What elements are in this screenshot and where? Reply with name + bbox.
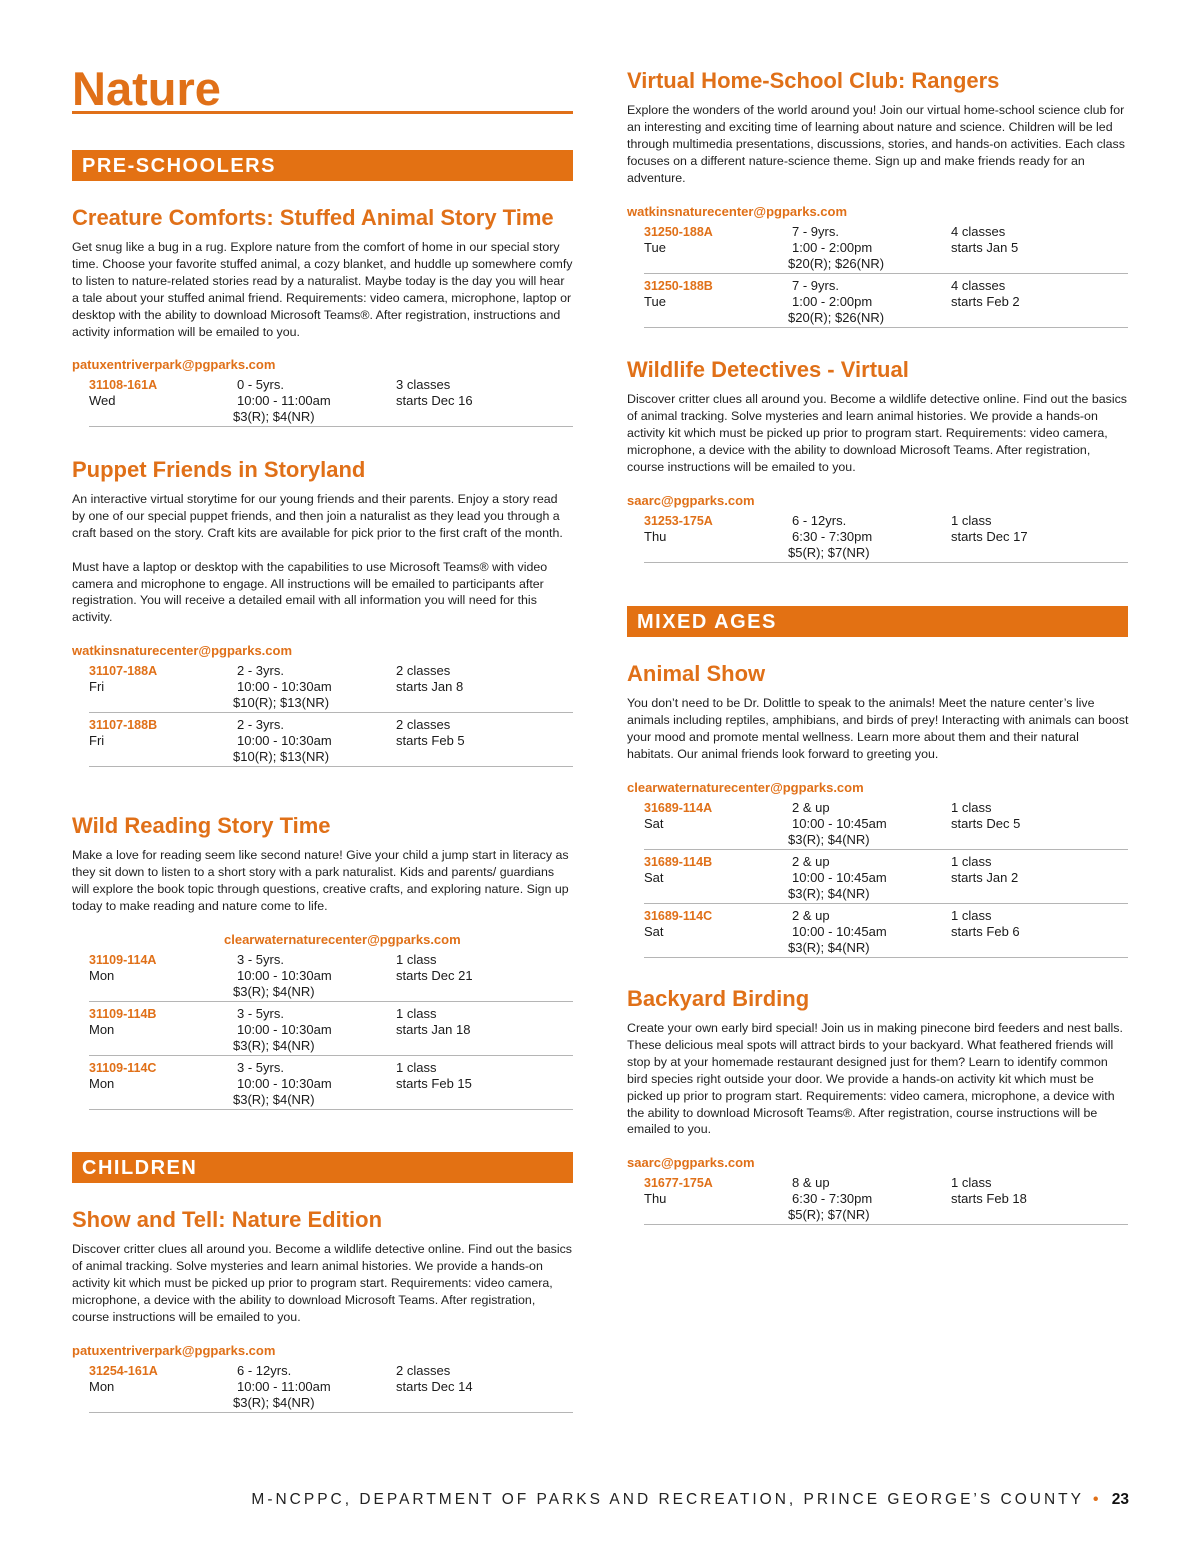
session-row xyxy=(89,376,573,427)
contact-email[interactable]: watkinsnaturecenter@pgparks.com xyxy=(72,643,293,659)
session-row xyxy=(89,1059,573,1110)
start-date: starts Dec 21 xyxy=(396,967,473,983)
session-list xyxy=(644,1174,1128,1225)
session-list xyxy=(89,1362,573,1413)
session-day: Sat xyxy=(644,869,664,885)
section-banner-mixed-ages: MIXED AGES xyxy=(627,606,1128,637)
contact-email[interactable]: watkinsnaturecenter@pgparks.com xyxy=(627,203,848,219)
program-description: You don’t need to be Dr. Dolittle to speak to the animals! Meet the nature center’s live animals including reptiles, amphibians, and birds of prey! Interacting with animals can boost your mood and promote mental wellness. Learn more about them and their natural habitats. Our animal friends look forward to greeting you. xyxy=(627,696,1129,761)
session-fee: $3(R); $4(NR) xyxy=(233,1091,315,1107)
activity-code: 31253-175A xyxy=(644,513,713,528)
program-description: An interactive virtual storytime for our young friends and their parents. Enjoy a story read by one of our special puppet friends, and then join a naturalist as they lead you through a craft based on the story. Craft kits are available for pick prior to the first craft of the month. xyxy=(72,492,563,540)
session-time: 10:00 - 10:45am xyxy=(792,815,887,831)
program-title: Creature Comforts: Stuffed Animal Story Time xyxy=(72,205,554,230)
activity-code: 31108-161A xyxy=(89,378,158,393)
class-count: 1 class xyxy=(396,1005,437,1021)
class-count: 1 class xyxy=(396,1059,437,1075)
age-range: 2 & up xyxy=(792,853,830,869)
session-time: 6:30 - 7:30pm xyxy=(792,528,873,544)
activity-code: 31109-114C xyxy=(89,1060,157,1075)
program-title: Virtual Home-School Club: Rangers xyxy=(627,68,1000,93)
session-time: 10:00 - 11:00am xyxy=(237,393,331,409)
program-description: Discover critter clues all around you. Become a wildlife detective online. Find out the basics of animal tracking. Solve mysteries and learn animal histories. We provide a hands-on activity kit which must be picked up prior to program start. Requirements: video camera, microphone, a device with the ability to download Microsoft Teams. After registration, course instructions will be emailed to you. xyxy=(627,392,1127,474)
session-list xyxy=(644,799,1128,958)
session-row xyxy=(644,907,1128,958)
section-banner-children: CHILDREN xyxy=(72,1152,573,1183)
contact-email[interactable]: patuxentriverpark@pgparks.com xyxy=(72,357,276,373)
session-day: Sat xyxy=(644,815,664,831)
session-row xyxy=(89,951,573,1002)
page-number: 23 xyxy=(1111,1491,1129,1508)
activity-code: 31254-161A xyxy=(89,1363,158,1378)
start-date: starts Dec 14 xyxy=(396,1378,473,1394)
start-date: starts Dec 17 xyxy=(951,528,1028,544)
class-count: 2 classes xyxy=(396,717,451,733)
footer-bullet: • xyxy=(1093,1491,1099,1508)
program-title: Wildlife Detectives - Virtual xyxy=(627,357,909,382)
session-row xyxy=(644,799,1128,850)
session-list xyxy=(89,662,573,767)
activity-code: 31107-188B xyxy=(89,718,158,733)
session-row xyxy=(644,1174,1128,1225)
session-day: Fri xyxy=(89,733,105,749)
session-day: Tue xyxy=(644,239,666,255)
session-fee: $3(R); $4(NR) xyxy=(233,409,315,425)
program-title: Backyard Birding xyxy=(627,986,810,1011)
age-range: 2 & up xyxy=(792,907,830,923)
start-date: starts Feb 5 xyxy=(396,733,465,749)
start-date: starts Jan 8 xyxy=(396,679,464,695)
class-count: 1 class xyxy=(951,799,992,815)
section-banner-preschoolers: PRE-SCHOOLERS xyxy=(72,150,573,181)
session-day: Mon xyxy=(89,967,115,983)
session-list xyxy=(644,512,1128,563)
program-description: Must have a laptop or desktop with the capabilities to use Microsoft Teams® with video camera and microphone to engage. All instructions will be emailed to participants after registration. You will receive a detailed email with all information you will need for this activity. xyxy=(72,559,548,625)
class-count: 4 classes xyxy=(951,277,1006,293)
session-row xyxy=(644,277,1128,328)
session-fee: $5(R); $7(NR) xyxy=(788,1207,870,1223)
session-day: Wed xyxy=(89,393,116,409)
age-range: 6 - 12yrs. xyxy=(792,512,847,528)
session-fee: $3(R); $4(NR) xyxy=(788,885,870,901)
contact-email[interactable]: saarc@pgparks.com xyxy=(627,1155,755,1171)
activity-code: 31107-188A xyxy=(89,664,158,679)
class-count: 1 class xyxy=(396,951,437,967)
session-fee: $5(R); $7(NR) xyxy=(788,544,870,560)
contact-email[interactable]: clearwaternaturecenter@pgparks.com xyxy=(224,931,461,947)
session-time: 10:00 - 10:45am xyxy=(792,923,887,939)
start-date: starts Jan 18 xyxy=(396,1021,471,1037)
session-fee: $20(R); $26(NR) xyxy=(788,255,885,271)
session-row xyxy=(89,662,573,713)
footer-org: M-NCPPC, DEPARTMENT OF PARKS AND RECREATION, PRINCE GEORGE’S COUNTY xyxy=(251,1491,1084,1508)
session-time: 1:00 - 2:00pm xyxy=(792,293,873,309)
session-time: 10:00 - 10:45am xyxy=(792,869,887,885)
program-animal-show xyxy=(627,660,1129,961)
class-count: 1 class xyxy=(951,853,992,869)
start-date: starts Jan 5 xyxy=(951,239,1019,255)
activity-code: 31677-175A xyxy=(644,1176,713,1191)
program-title: Puppet Friends in Storyland xyxy=(72,457,366,482)
age-range: 8 & up xyxy=(792,1175,830,1191)
program-description: Create your own early bird special! Join us in making pinecone bird feeders and nest balls. These delicious meal spots will attract birds to your backyard. What feathered friends will stop by at your homemade restaurant designed just for them? Learn to identify common bird species right outside your door. We provide a hands-on activity kit which must be picked up prior to program start. Requirements: video camera, microphone, a device with the ability to download Microsoft Teams®. After registration, course instructions will be emailed to you. xyxy=(627,1021,1123,1137)
session-time: 1:00 - 2:00pm xyxy=(792,239,873,255)
class-count: 2 classes xyxy=(396,1362,451,1378)
session-day: Mon xyxy=(89,1021,115,1037)
contact-email[interactable]: patuxentriverpark@pgparks.com xyxy=(72,1342,276,1358)
program-wildlife-detectives xyxy=(627,356,1129,566)
session-fee: $10(R); $13(NR) xyxy=(233,695,330,711)
activity-code: 31250-188B xyxy=(644,278,713,293)
session-fee: $3(R); $4(NR) xyxy=(233,1037,315,1053)
class-count: 2 classes xyxy=(396,663,451,679)
program-title: Show and Tell: Nature Edition xyxy=(72,1207,383,1232)
session-list xyxy=(89,951,573,1110)
start-date: starts Feb 18 xyxy=(951,1191,1027,1207)
program-creature-comforts xyxy=(72,204,574,430)
session-day: Mon xyxy=(89,1075,115,1091)
age-range: 7 - 9yrs. xyxy=(792,277,839,293)
program-description: Explore the wonders of the world around you! Join our virtual home-school science club for an interesting and exciting time of learning about nature and science. Children will be led through multimedia presentations, discussions, stories, and hands-on activities. Each class focuses on a different nature-science theme. Sign up and make friends ready for an adventure. xyxy=(627,103,1125,185)
class-count: 4 classes xyxy=(951,223,1006,239)
activity-code: 31250-188A xyxy=(644,224,713,239)
program-backyard-birding xyxy=(627,985,1129,1228)
program-description: Get snug like a bug in a rug. Explore nature from the comfort of home in our special story time. Choose your favorite stuffed animal, a cozy blanket, and huddle up somewhere comfy to listen to nature-related stories read by a naturalist. Maybe today is the day you will hear a tale about your stuffed animal friend. Requirements: video camera, microphone, laptop or desktop with the ability to download Microsoft Teams®. After registration, instructions and activity information will be emailed to you. xyxy=(72,240,573,339)
session-fee: $20(R); $26(NR) xyxy=(788,309,885,325)
contact-email[interactable]: saarc@pgparks.com xyxy=(627,492,755,508)
session-time: 10:00 - 10:30am xyxy=(237,967,332,983)
session-time: 10:00 - 10:30am xyxy=(237,679,332,695)
page-title: Nature xyxy=(72,62,573,114)
contact-email[interactable]: clearwaternaturecenter@pgparks.com xyxy=(627,779,864,795)
age-range: 2 - 3yrs. xyxy=(237,663,284,679)
age-range: 3 - 5yrs. xyxy=(237,951,284,967)
start-date: starts Feb 15 xyxy=(396,1075,472,1091)
session-fee: $10(R); $13(NR) xyxy=(233,749,330,765)
session-time: 10:00 - 10:30am xyxy=(237,1021,332,1037)
session-day: Thu xyxy=(644,1191,667,1207)
session-row xyxy=(644,223,1128,274)
program-puppet-friends xyxy=(72,456,574,770)
activity-code: 31689-114C xyxy=(644,908,713,923)
program-home-school-club xyxy=(627,67,1129,331)
activity-code: 31109-114B xyxy=(89,1006,157,1021)
start-date: starts Feb 6 xyxy=(951,923,1020,939)
age-range: 3 - 5yrs. xyxy=(237,1059,284,1075)
session-row xyxy=(644,853,1128,904)
session-row xyxy=(89,716,573,767)
start-date: starts Feb 2 xyxy=(951,293,1020,309)
start-date: starts Dec 5 xyxy=(951,815,1021,831)
program-wild-reading xyxy=(72,812,574,1113)
activity-code: 31689-114B xyxy=(644,854,713,869)
class-count: 3 classes xyxy=(396,377,451,393)
session-day: Thu xyxy=(644,528,667,544)
class-count: 1 class xyxy=(951,512,992,528)
session-row xyxy=(644,512,1128,563)
session-fee: $3(R); $4(NR) xyxy=(788,831,870,847)
session-day: Tue xyxy=(644,293,666,309)
session-list xyxy=(89,376,573,427)
session-day: Fri xyxy=(89,679,105,695)
program-description: Make a love for reading seem like second nature! Give your child a jump start in literacy as they sit down to listen to a short story with a park naturalist. Kids and parents/ guardians will explore the book topic through questions, creative crafts, and exploring nature. Sign up today to make reading and nature come to life. xyxy=(72,848,569,913)
class-count: 1 class xyxy=(951,907,992,923)
class-count: 1 class xyxy=(951,1175,992,1191)
session-day: Sat xyxy=(644,923,664,939)
session-fee: $3(R); $4(NR) xyxy=(788,939,870,955)
age-range: 3 - 5yrs. xyxy=(237,1005,284,1021)
age-range: 2 & up xyxy=(792,799,830,815)
age-range: 7 - 9yrs. xyxy=(792,223,839,239)
session-fee: $3(R); $4(NR) xyxy=(233,983,315,999)
age-range: 6 - 12yrs. xyxy=(237,1362,292,1378)
program-title: Wild Reading Story Time xyxy=(72,813,331,838)
session-time: 10:00 - 10:30am xyxy=(237,733,332,749)
session-time: 10:00 - 10:30am xyxy=(237,1075,332,1091)
program-show-and-tell xyxy=(72,1206,574,1416)
program-description: Discover critter clues all around you. Become a wildlife detective online. Find out the basics of animal tracking. Solve mysteries and learn animal histories. We provide a hands-on activity kit which must be picked up prior to program start. Requirements: video camera, microphone, a device with the ability to download Microsoft Teams. After registration, course instructions will be emailed to you. xyxy=(72,1242,572,1324)
page-footer xyxy=(251,1491,1129,1509)
session-time: 10:00 - 11:00am xyxy=(237,1378,331,1394)
session-list xyxy=(644,223,1128,328)
activity-code: 31109-114A xyxy=(89,952,157,967)
activity-code: 31689-114A xyxy=(644,800,713,815)
session-time: 6:30 - 7:30pm xyxy=(792,1191,873,1207)
session-day: Mon xyxy=(89,1378,115,1394)
program-title: Animal Show xyxy=(627,661,766,686)
age-range: 0 - 5yrs. xyxy=(237,377,284,393)
age-range: 2 - 3yrs. xyxy=(237,717,284,733)
session-row xyxy=(89,1005,573,1056)
session-row xyxy=(89,1362,573,1413)
session-fee: $3(R); $4(NR) xyxy=(233,1394,315,1410)
start-date: starts Jan 2 xyxy=(951,869,1019,885)
start-date: starts Dec 16 xyxy=(396,393,473,409)
